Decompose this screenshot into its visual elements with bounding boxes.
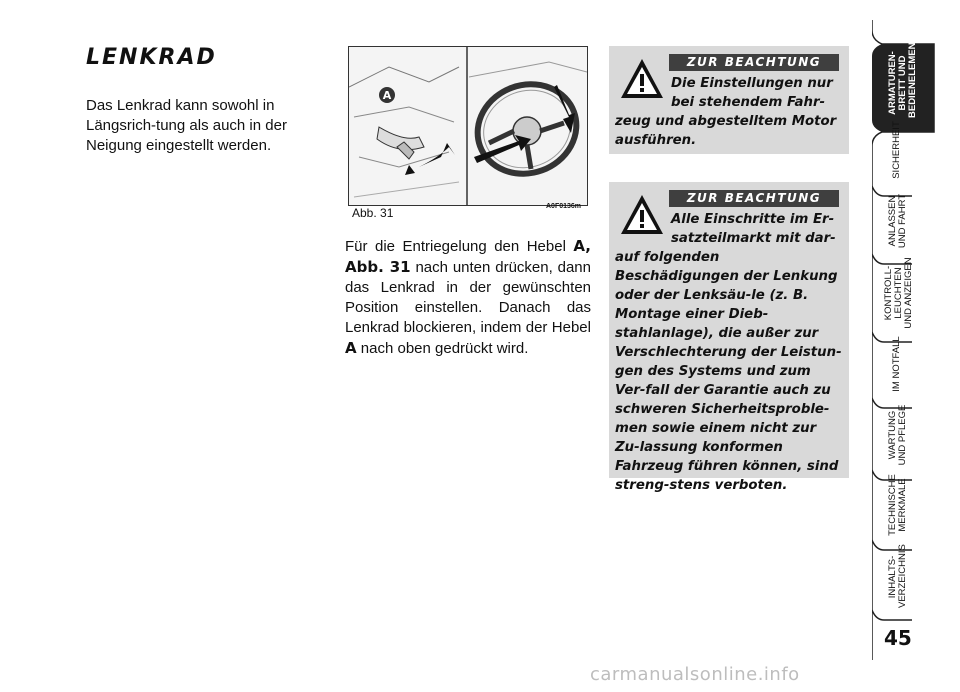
figure-code: A0F0136m: [546, 203, 582, 210]
warning-text-2-rest: auf folgenden Beschädigungen der Lenkung oder der Lenksäu-le (z. B. Montage einer Dieb-stahlanlage), die außer zur Verschlechterung der Leistun-gen des Systems und zum Ver-fall der Garantie auch zu schweren Sicherheitsproble-men sowie einem nicht zur Zu-lassung konformen Fahrzeug führen können, sind streng-stens verboten.: [615, 250, 842, 493]
tab-armaturenbrett[interactable]: ARMATUREN-BRETT UND BEDIENELEMENTE: [887, 30, 918, 118]
tab-kontrollleuchten[interactable]: KONTROLL-LEUCHTEN UND ANZEIGEN: [883, 257, 914, 329]
figure-caption: Abb. 31: [352, 206, 394, 220]
watermark: carmanualsonline.info: [590, 664, 800, 685]
warning-header-2: ZUR BEACHTUNG: [669, 190, 839, 207]
instruction-text-2: nach unten drücken, dann das Lenkrad in der gewünschten Position einstellen. Danach das Lenkrad blockieren, indem der Hebel: [345, 259, 591, 336]
warning-text-2: [615, 210, 845, 495]
instruction-text-3: nach oben gedrückt wird.: [356, 340, 529, 357]
instruction-ref-2: A: [345, 339, 357, 357]
lever-a-label: A: [382, 89, 392, 102]
section-title: LENKRAD: [86, 45, 217, 70]
chapter-tabs: [872, 0, 960, 692]
steering-wheel-illustration: [349, 47, 587, 205]
warning-box-2: [609, 182, 849, 493]
tab-anlassen[interactable]: ANLASSEN UND FAHRT: [887, 193, 908, 249]
page-number: 45: [884, 626, 912, 650]
warning-text-1: [615, 74, 845, 150]
instruction-ref-1: A, Abb. 31: [345, 237, 591, 276]
tab-technische-merkmale[interactable]: TECHNISCHE MERKMALE: [887, 474, 908, 536]
warning-text-1-rest: zeug und abgestelltem Motor ausführen.: [615, 114, 837, 148]
tab-wartung[interactable]: WARTUNG UND PFLEGE: [887, 404, 908, 466]
tab-inhaltsverzeichnis[interactable]: INHALTS-VERZEICHNIS: [887, 544, 908, 608]
warning-text-1-first: Die Einstellungen nur bei stehendem Fahr-: [671, 76, 833, 110]
instruction-paragraph: [345, 236, 591, 359]
steering-wheel-figure: [348, 46, 588, 206]
warning-text-2-first: Alle Einschritte im Er-satzteilmarkt mit dar-: [671, 212, 836, 246]
tab-sicherheit[interactable]: SICHERHEIT: [891, 121, 902, 179]
tab-im-notfall[interactable]: IM NOTFALL: [891, 336, 902, 392]
intro-paragraph: Das Lenkrad kann sowohl in Längsrich-tung als auch in der Neigung eingestellt werden.: [86, 97, 287, 154]
instruction-text-1: Für die Entriegelung den Hebel: [345, 238, 574, 255]
warning-header-1: ZUR BEACHTUNG: [669, 54, 839, 71]
warning-box-1: [609, 46, 849, 154]
